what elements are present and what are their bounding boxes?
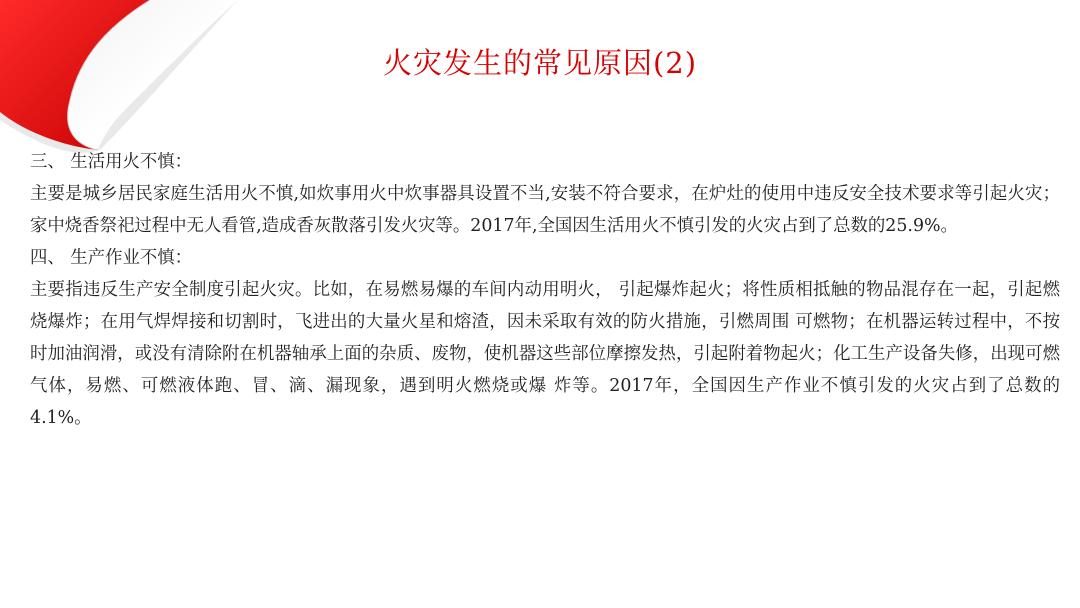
section-body-3: 主要是城乡居民家庭生活用火不慎,如炊事用火中炊事器具设置不当,安装不符合要求，在炉灶的使用中违反安全技术要求等引起火灾；家中烧香祭祀过程中无人看管,造成香灰散落引发火灾等。2017年,全国因生活用火不慎引发的火灾占到了总数的25.9%。 bbox=[30, 184, 1060, 236]
slide-content bbox=[30, 146, 1060, 434]
section-heading-3: 三、 生活用火不慎： bbox=[30, 152, 193, 172]
section-heading-4: 四、 生产作业不慎： bbox=[30, 248, 193, 268]
section-body-4: 主要指违反生产安全制度引起火灾。比如，在易燃易爆的车间内动用明火， 引起爆炸起火；将性质相抵触的物品混存在一起，引起燃烧爆炸；在用气焊焊接和切割时，飞进出的大量火星和熔渣，因未采取有效的防火措施，引燃周围 可燃物；在机器运转过程中，不按时加油润滑，或没有清除附在机器轴承上面的杂质、废物，使机器这些部位摩擦发热，引起附着物起火；化工生产设备失修，出现可燃气体，易燃、可燃液体跑、冒、滴、漏现象，遇到明火燃烧或爆 炸等。2017年，全国因生产作业不慎引发的火灾占到了总数的4.1%。 bbox=[30, 280, 1060, 428]
slide-title: 火灾发生的常见原因(2) bbox=[382, 46, 698, 80]
